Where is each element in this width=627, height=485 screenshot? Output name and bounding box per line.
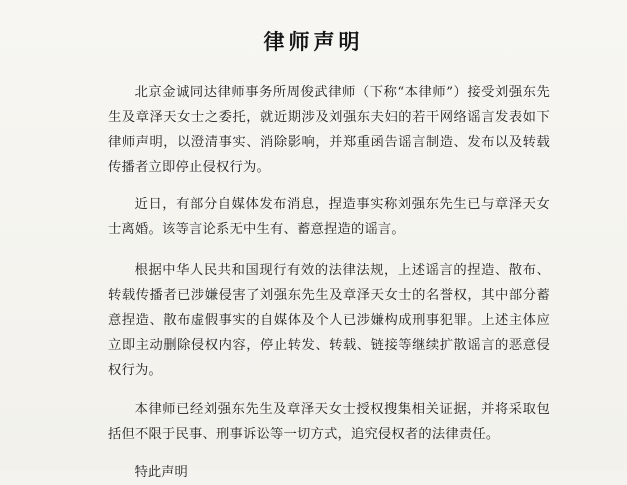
paragraph-1: 北京金诚同达律师事务所周俊武律师（下称“本律师”）接受刘强东先生及章泽天女士之委托，就近期涉及刘强东夫妇的若干网络谣言发表如下律师声明，以澄清事实、消除影响，并郑重函告谣言制造、发布以及转载传播者立即停止侵权行为。 [108, 85, 550, 175]
paragraph-2: 近日，有部分自媒体发布消息，捏造事实称刘强东先生已与章泽天女士离婚。该等言论系无中生有、蓄意捏造的谣言。 [108, 197, 550, 237]
paragraph-3: 根据中华人民共和国现行有效的法律法规，上述谣言的捏造、散布、转载传播者已涉嫌侵害了刘强东先生及章泽天女士的名誉权，其中部分蓄意捏造、散布虚假事实的自媒体及个人已涉嫌构成刑事犯罪。上述主体应立即主动删除侵权内容，停止转发、转载、链接等继续扩散谣言的恶意侵权行为。 [108, 263, 550, 378]
document-title: 律师声明 [263, 30, 364, 54]
paragraph-4: 本律师已经刘强东先生及章泽天女士授权搜集相关证据，并将采取包括但不限于民事、刑事诉讼等一切方式，追究侵权者的法律责任。 [108, 402, 550, 442]
closing-line: 特此声明 [134, 465, 188, 480]
document-body [108, 80, 550, 485]
